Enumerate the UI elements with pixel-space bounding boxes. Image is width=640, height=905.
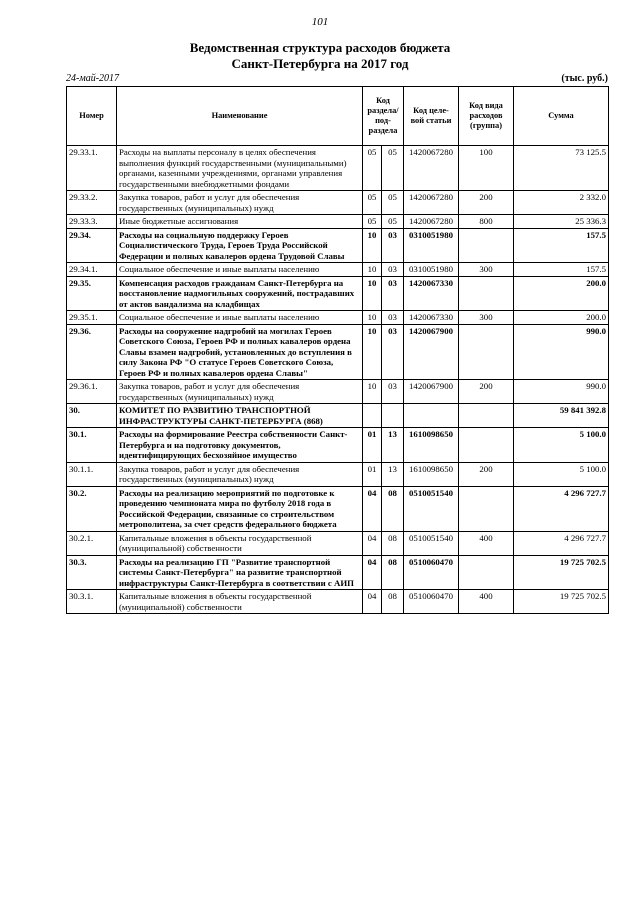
row-name: Расходы на сооружение надгробий на могилах Героев Советского Союза, Героев РФ и полных кавалеров ордена Славы взамен надгробий, установленных до вступления в силу Закона РФ "О статусе Героев Советского Союза, Героев РФ и полных кавалеров ордена Славы" bbox=[117, 324, 363, 380]
row-kind: 200 bbox=[459, 191, 514, 215]
row-number: 30.2.1. bbox=[67, 531, 117, 555]
table-row bbox=[67, 531, 609, 555]
row-name: Социальное обеспечение и иные выплаты населению bbox=[117, 311, 363, 325]
header-sum: Сумма bbox=[514, 87, 609, 146]
row-number: 29.33.1. bbox=[67, 146, 117, 191]
row-section: 10 bbox=[363, 228, 382, 263]
row-target: 1420067330 bbox=[404, 311, 459, 325]
table-row bbox=[67, 311, 609, 325]
table-row bbox=[67, 228, 609, 263]
row-number: 29.36.1. bbox=[67, 380, 117, 404]
table-row bbox=[67, 191, 609, 215]
header-kind: Код вида расходов (группа) bbox=[459, 87, 514, 146]
table-row bbox=[67, 380, 609, 404]
table-row bbox=[67, 404, 609, 428]
row-name: Расходы на социальную поддержку Героев Социалистического Труда, Героев Труда Российской Федерации и полных кавалеров ордена Трудовой Славы bbox=[117, 228, 363, 263]
row-section: 10 bbox=[363, 324, 382, 380]
row-kind: 400 bbox=[459, 531, 514, 555]
row-sum: 73 125.5 bbox=[514, 146, 609, 191]
table-row bbox=[67, 590, 609, 614]
row-section: 10 bbox=[363, 380, 382, 404]
row-target: 1420067330 bbox=[404, 276, 459, 311]
row-number: 29.33.3. bbox=[67, 215, 117, 229]
row-subsection: 05 bbox=[382, 215, 404, 229]
table-row bbox=[67, 324, 609, 380]
header-name: Наименование bbox=[117, 87, 363, 146]
row-kind bbox=[459, 228, 514, 263]
row-section: 10 bbox=[363, 263, 382, 277]
row-target: 1420067280 bbox=[404, 191, 459, 215]
header-target: Код целе- вой статьи bbox=[404, 87, 459, 146]
row-kind bbox=[459, 324, 514, 380]
row-section bbox=[363, 404, 382, 428]
page-number: 101 bbox=[311, 16, 329, 28]
row-number: 29.33.2. bbox=[67, 191, 117, 215]
row-sum: 2 332.0 bbox=[514, 191, 609, 215]
row-number: 29.34. bbox=[67, 228, 117, 263]
table-header-row bbox=[67, 87, 609, 146]
table-row bbox=[67, 146, 609, 191]
row-name: КОМИТЕТ ПО РАЗВИТИЮ ТРАНСПОРТНОЙ ИНФРАСТРУКТУРЫ САНКТ-ПЕТЕРБУРГА (868) bbox=[117, 404, 363, 428]
row-name: Расходы на выплаты персоналу в целях обеспечения выполнения функций государственными (муниципальными) органами, казенными учреждениями, органами управления государственными внебюджетными фондами bbox=[117, 146, 363, 191]
row-section: 01 bbox=[363, 428, 382, 463]
row-subsection: 08 bbox=[382, 486, 404, 531]
row-name: Расходы на формирование Реестра собственности Санкт-Петербурга и на подготовку документов, идентифицирующих бесхозяйное имущество bbox=[117, 428, 363, 463]
row-section: 05 bbox=[363, 215, 382, 229]
table-row bbox=[67, 263, 609, 277]
row-name: Иные бюджетные ассигнования bbox=[117, 215, 363, 229]
row-section: 04 bbox=[363, 590, 382, 614]
row-sum: 19 725 702.5 bbox=[514, 590, 609, 614]
row-number: 30.3. bbox=[67, 555, 117, 590]
row-number: 29.35.1. bbox=[67, 311, 117, 325]
row-subsection: 03 bbox=[382, 228, 404, 263]
row-subsection: 03 bbox=[382, 263, 404, 277]
row-name: Закупка товаров, работ и услуг для обеспечения государственных (муниципальных) нужд bbox=[117, 380, 363, 404]
row-sum: 19 725 702.5 bbox=[514, 555, 609, 590]
row-number: 29.35. bbox=[67, 276, 117, 311]
row-target: 0510051540 bbox=[404, 486, 459, 531]
row-name: Капитальные вложения в объекты государственной (муниципальной) собственности bbox=[117, 531, 363, 555]
row-sum: 59 841 392.8 bbox=[514, 404, 609, 428]
row-section: 05 bbox=[363, 191, 382, 215]
document-date: 24-май-2017 bbox=[66, 73, 120, 84]
row-sum: 200.0 bbox=[514, 311, 609, 325]
row-subsection: 03 bbox=[382, 276, 404, 311]
row-target: 0510060470 bbox=[404, 590, 459, 614]
row-number: 30.2. bbox=[67, 486, 117, 531]
row-subsection: 08 bbox=[382, 590, 404, 614]
row-target: 1610098650 bbox=[404, 462, 459, 486]
row-kind bbox=[459, 555, 514, 590]
table-row bbox=[67, 555, 609, 590]
row-target bbox=[404, 404, 459, 428]
row-subsection: 03 bbox=[382, 380, 404, 404]
row-subsection: 03 bbox=[382, 311, 404, 325]
row-kind: 800 bbox=[459, 215, 514, 229]
row-subsection: 13 bbox=[382, 428, 404, 463]
row-kind: 100 bbox=[459, 146, 514, 191]
row-target: 1610098650 bbox=[404, 428, 459, 463]
table-row bbox=[67, 462, 609, 486]
row-number: 30.1.1. bbox=[67, 462, 117, 486]
row-section: 04 bbox=[363, 531, 382, 555]
row-subsection: 05 bbox=[382, 191, 404, 215]
table-body bbox=[67, 146, 609, 614]
row-section: 01 bbox=[363, 462, 382, 486]
units-label: (тыс. руб.) bbox=[561, 73, 608, 84]
header-section: Код раздела/ под- раздела bbox=[363, 87, 404, 146]
row-kind bbox=[459, 486, 514, 531]
row-sum: 200.0 bbox=[514, 276, 609, 311]
row-number: 30. bbox=[67, 404, 117, 428]
row-section: 10 bbox=[363, 311, 382, 325]
row-sum: 5 100.0 bbox=[514, 428, 609, 463]
row-name: Закупка товаров, работ и услуг для обеспечения государственных (муниципальных) нужд bbox=[117, 462, 363, 486]
row-number: 29.34.1. bbox=[67, 263, 117, 277]
row-target: 0510051540 bbox=[404, 531, 459, 555]
row-section: 10 bbox=[363, 276, 382, 311]
row-kind: 300 bbox=[459, 263, 514, 277]
row-subsection: 08 bbox=[382, 531, 404, 555]
row-kind: 400 bbox=[459, 590, 514, 614]
row-name: Компенсация расходов гражданам Санкт-Петербурга на восстановление надмогильных сооружений, пострадавших от актов вандализма на кладбищах bbox=[117, 276, 363, 311]
row-kind: 300 bbox=[459, 311, 514, 325]
row-sum: 157.5 bbox=[514, 263, 609, 277]
row-name: Расходы на реализацию мероприятий по подготовке к проведению чемпионата мира по футболу 2018 года в Российской Федерации, связанные со строительством метрополитена, за счет средств федерального бюджета bbox=[117, 486, 363, 531]
row-kind bbox=[459, 404, 514, 428]
row-section: 05 bbox=[363, 146, 382, 191]
row-target: 1420067900 bbox=[404, 380, 459, 404]
row-sum: 990.0 bbox=[514, 380, 609, 404]
row-sum: 4 296 727.7 bbox=[514, 531, 609, 555]
row-subsection: 13 bbox=[382, 462, 404, 486]
header-number: Номер bbox=[67, 87, 117, 146]
table-row bbox=[67, 276, 609, 311]
row-target: 0310051980 bbox=[404, 228, 459, 263]
row-name: Закупка товаров, работ и услуг для обеспечения государственных (муниципальных) нужд bbox=[117, 191, 363, 215]
row-kind: 200 bbox=[459, 380, 514, 404]
row-number: 29.36. bbox=[67, 324, 117, 380]
row-target: 1420067280 bbox=[404, 215, 459, 229]
row-kind bbox=[459, 276, 514, 311]
row-subsection: 05 bbox=[382, 146, 404, 191]
row-section: 04 bbox=[363, 555, 382, 590]
row-subsection: 03 bbox=[382, 324, 404, 380]
table-row bbox=[67, 486, 609, 531]
row-name: Капитальные вложения в объекты государственной (муниципальной) собственности bbox=[117, 590, 363, 614]
row-target: 1420067900 bbox=[404, 324, 459, 380]
row-sum: 4 296 727.7 bbox=[514, 486, 609, 531]
title-line-1: Ведомственная структура расходов бюджета bbox=[189, 40, 451, 55]
row-kind: 200 bbox=[459, 462, 514, 486]
table-row bbox=[67, 215, 609, 229]
budget-table bbox=[66, 86, 609, 614]
row-target: 0510060470 bbox=[404, 555, 459, 590]
row-target: 0310051980 bbox=[404, 263, 459, 277]
table-row bbox=[67, 428, 609, 463]
row-number: 30.3.1. bbox=[67, 590, 117, 614]
document-title bbox=[0, 40, 640, 72]
row-subsection bbox=[382, 404, 404, 428]
row-sum: 25 336.3 bbox=[514, 215, 609, 229]
row-sum: 5 100.0 bbox=[514, 462, 609, 486]
row-kind bbox=[459, 428, 514, 463]
row-section: 04 bbox=[363, 486, 382, 531]
row-name: Расходы на реализацию ГП "Развитие транспортной системы Санкт-Петербурга" на развитие транспортной инфраструктуры Санкт-Петербурга в соответствии с АИП bbox=[117, 555, 363, 590]
row-sum: 157.5 bbox=[514, 228, 609, 263]
row-number: 30.1. bbox=[67, 428, 117, 463]
row-target: 1420067280 bbox=[404, 146, 459, 191]
row-sum: 990.0 bbox=[514, 324, 609, 380]
row-subsection: 08 bbox=[382, 555, 404, 590]
row-name: Социальное обеспечение и иные выплаты населению bbox=[117, 263, 363, 277]
title-line-2: Санкт-Петербурга на 2017 год bbox=[231, 56, 409, 71]
